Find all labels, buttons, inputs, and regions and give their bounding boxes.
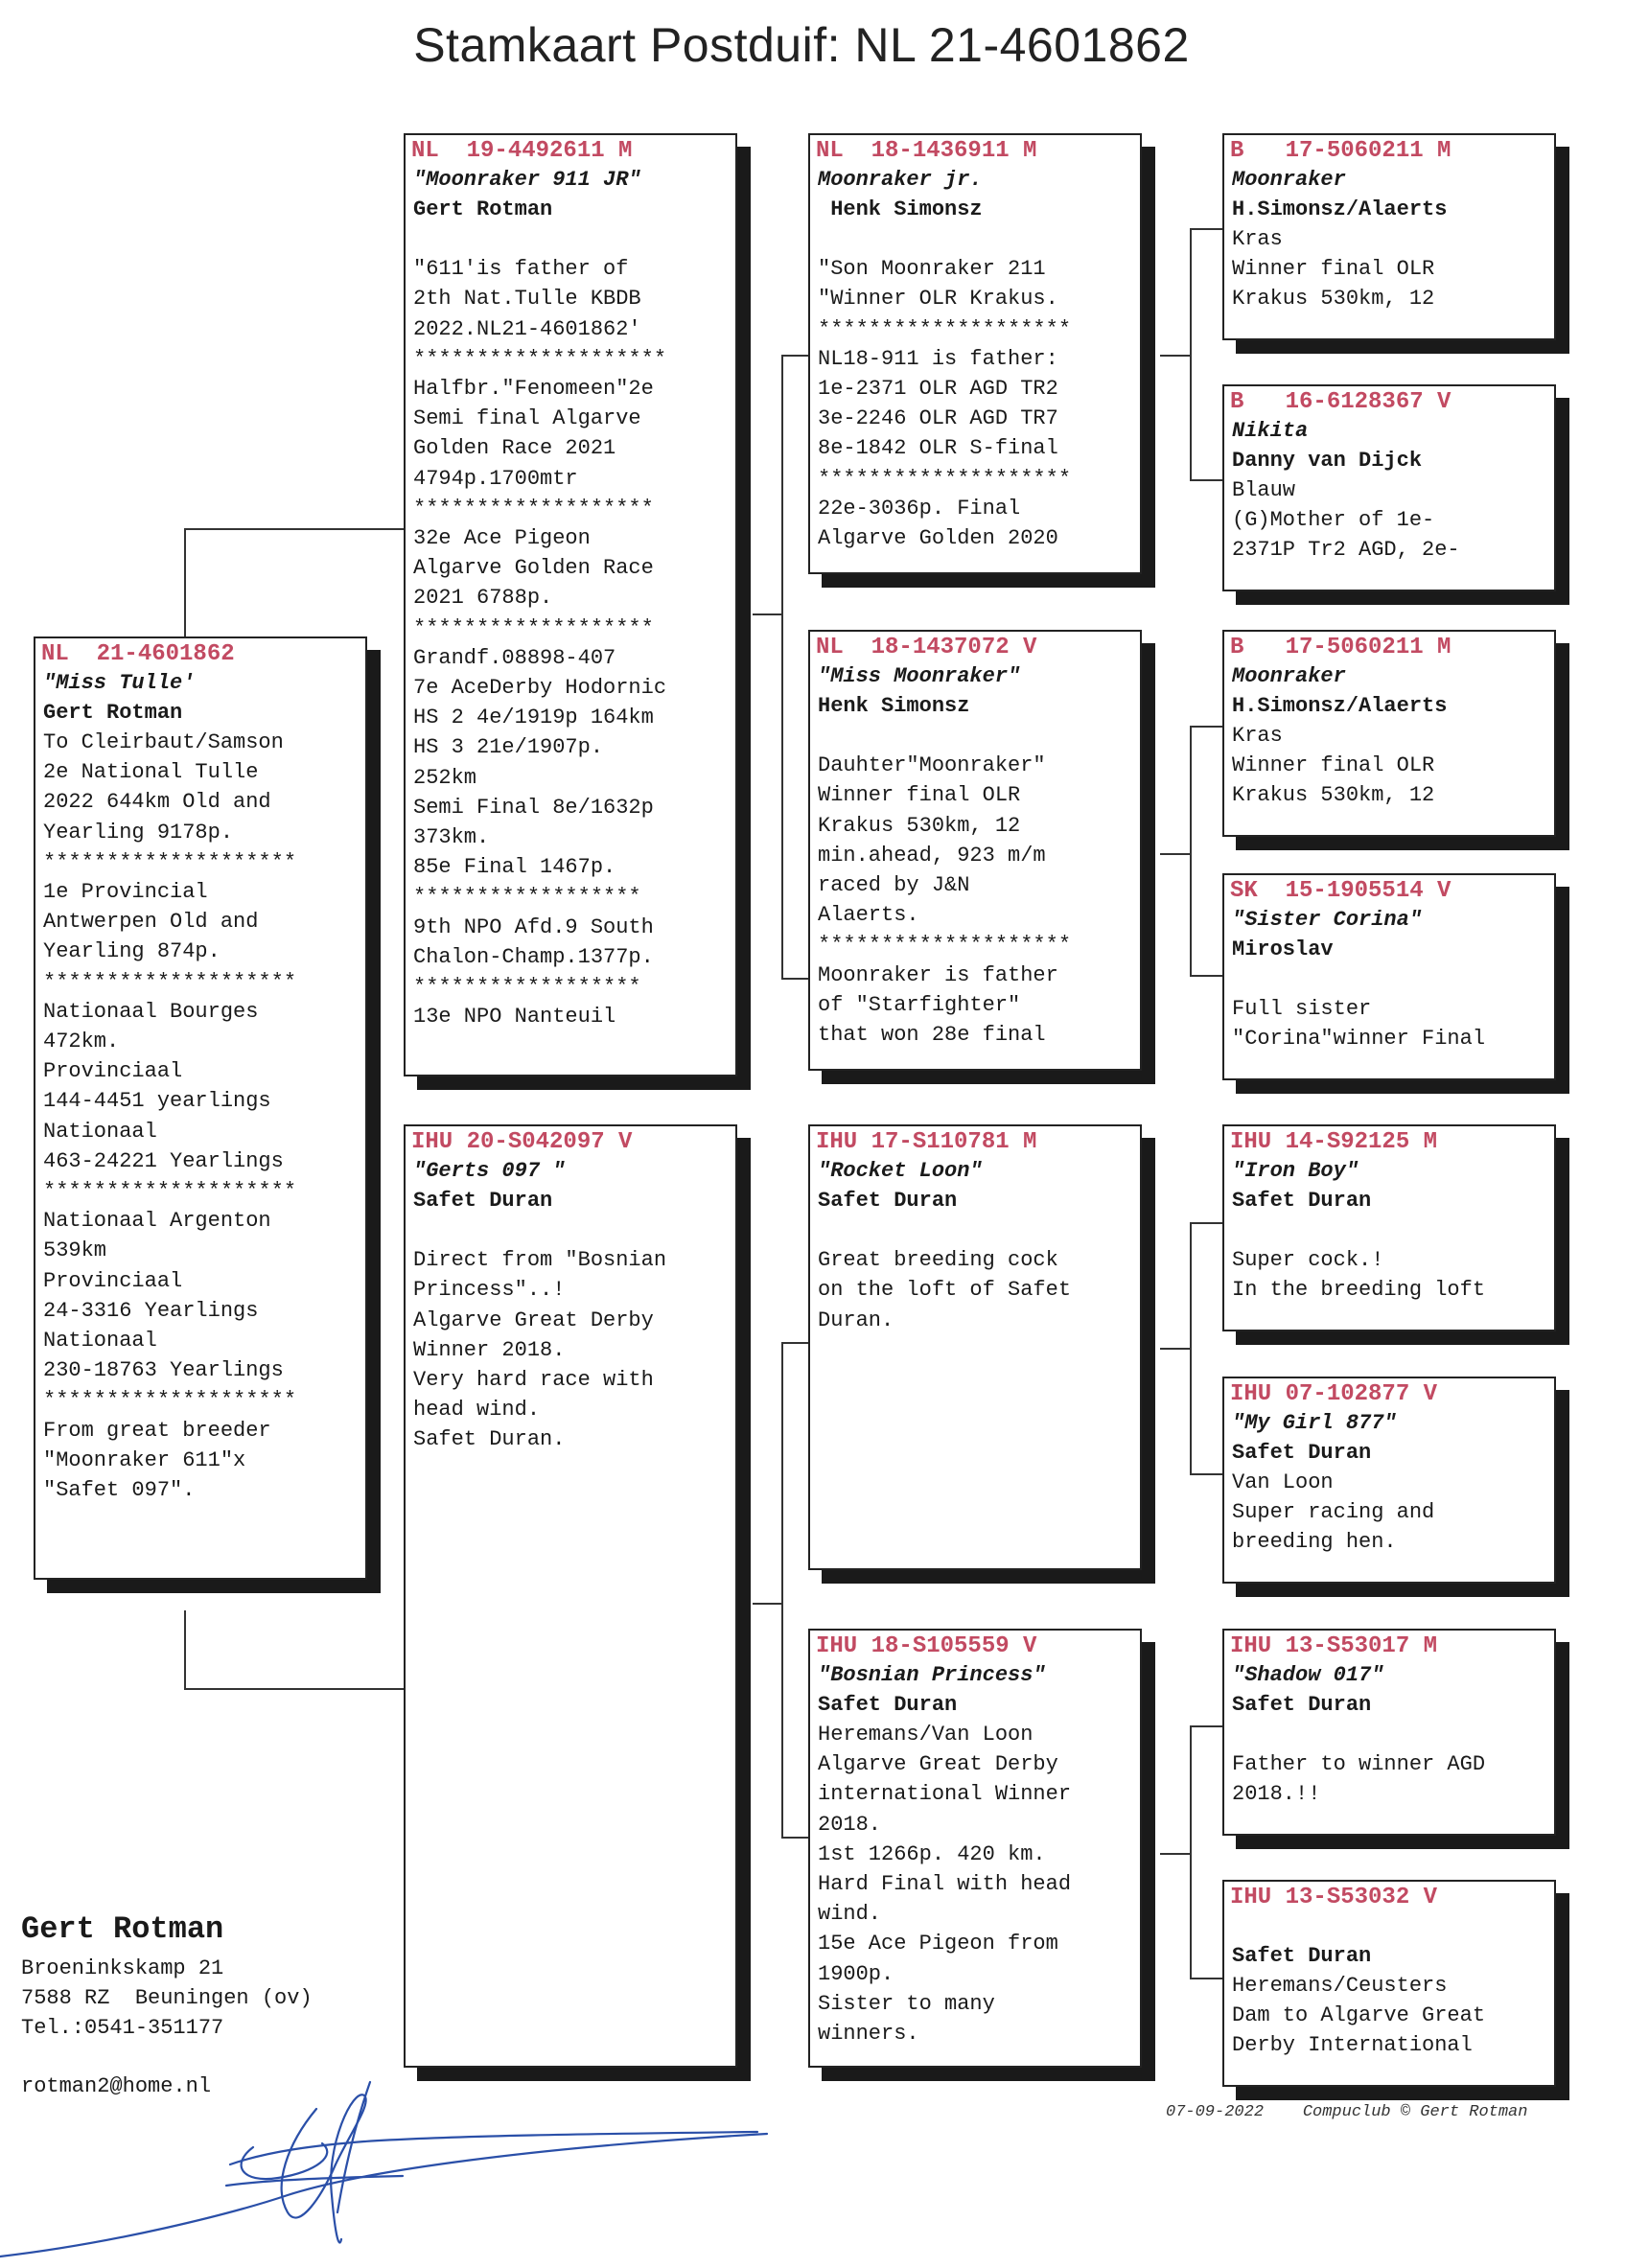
pedigree-notes — [1232, 1720, 1546, 1810]
pigeon-name: "Rocket Loon" — [818, 1159, 983, 1183]
pedigree-notes — [1232, 1215, 1546, 1306]
note-line: head wind. — [413, 1398, 541, 1423]
owner-city: 7588 RZ Beuningen (ov) — [21, 1986, 313, 2010]
pigeon-name: "Bosnian Princess" — [818, 1663, 1046, 1687]
pigeon-name — [1232, 1911, 1546, 1941]
note-line: 1e Provincial — [43, 880, 208, 905]
note-line: 32e Ace Pigeon — [413, 526, 591, 551]
note-line: Very hard race with — [413, 1368, 654, 1393]
note-line: "Corina"winner Final — [1232, 1027, 1486, 1052]
note-line: Direct from "Bosnian — [413, 1248, 667, 1273]
note-line: To Cleirbaut/Samson — [43, 730, 284, 754]
note-line: 2022 644km Old and — [43, 790, 271, 815]
note-line: Great breeding cock — [818, 1248, 1058, 1273]
note-line: Heremans/Van Loon — [818, 1723, 1034, 1747]
note-line — [818, 224, 1132, 254]
ring-number: IHU 17-S110781 M — [816, 1129, 1037, 1155]
breeder-name: Henk Simonsz — [818, 197, 983, 221]
note-line: Sister to many — [818, 1991, 995, 2016]
note-line: raced by J&N — [818, 873, 970, 898]
note-line: 1e-2371 OLR AGD TR2 — [818, 377, 1058, 402]
pedigree-notes — [1232, 224, 1546, 314]
note-line: Provinciaal — [43, 1059, 183, 1084]
note-line: 13e NPO Nanteuil — [413, 1005, 616, 1030]
pedigree-notes — [818, 721, 1132, 1050]
note-line: "Son Moonraker 211 — [818, 257, 1046, 282]
note-line: Winner final OLR — [1232, 753, 1435, 778]
note-line: 1900p. — [818, 1961, 894, 1986]
note-line: Princess"..! — [413, 1278, 566, 1303]
note-line: 1st 1266p. 420 km. — [818, 1841, 1046, 1866]
note-line: Nationaal — [43, 1119, 157, 1144]
note-line — [818, 721, 1132, 751]
owner-phone: Tel.:0541-351177 — [21, 2016, 224, 2040]
note-line: breeding hen. — [1232, 1530, 1397, 1555]
pedigree-notes — [1232, 964, 1546, 1054]
ring-number: IHU 13-S53032 V — [1230, 1885, 1438, 1910]
pigeon-name: "Miss Moonraker" — [818, 664, 1021, 688]
note-line: NL18-911 is father: — [818, 346, 1058, 371]
note-line: Krakus 530km, 12 — [1232, 783, 1435, 808]
page-title: Stamkaart Postduif: NL 21-4601862 — [413, 18, 1190, 72]
note-line: Kras — [1232, 724, 1283, 748]
ring-number: B 17-5060211 M — [1230, 635, 1452, 660]
pigeon-name: "Iron Boy" — [1232, 1159, 1359, 1183]
note-line: 85e Final 1467p. — [413, 855, 616, 880]
ring-number: NL 18-1436911 M — [816, 138, 1037, 164]
pigeon-name: Nikita — [1232, 419, 1309, 443]
signature-icon — [0, 2051, 786, 2268]
print-info: 07-09-2022 Compuclub © Gert Rotman — [1166, 2103, 1528, 2121]
ring-number: IHU 07-102877 V — [1230, 1381, 1438, 1407]
note-line: Algarve Golden 2020 — [818, 526, 1058, 551]
note-line: "Winner OLR Krakus. — [818, 287, 1058, 312]
breeder-name: H.Simonsz/Alaerts — [1232, 197, 1448, 221]
ring-number: IHU 20-S042097 V — [411, 1129, 633, 1155]
note-line: min.ahead, 923 m/m — [818, 843, 1046, 868]
breeder-name: Henk Simonsz — [818, 694, 970, 718]
note-line: Krakus 530km, 12 — [818, 813, 1021, 838]
note-line: Nationaal — [43, 1329, 157, 1354]
note-line: 9th NPO Afd.9 South — [413, 914, 654, 939]
note-line: ******************** — [43, 1388, 297, 1413]
pedigree-notes — [1232, 721, 1546, 811]
note-line: In the breeding loft — [1232, 1278, 1486, 1303]
note-line: Derby International — [1232, 2033, 1473, 2058]
note-line: Super cock.! — [1232, 1248, 1384, 1273]
note-line — [818, 1215, 1132, 1245]
breeder-name: Safet Duran — [818, 1189, 958, 1213]
note-line: 373km. — [413, 825, 490, 850]
note-line: Kras — [1232, 227, 1283, 251]
breeder-name: H.Simonsz/Alaerts — [1232, 694, 1448, 718]
note-line: that won 28e final — [818, 1023, 1046, 1048]
note-line: Chalon-Champ.1377p. — [413, 944, 654, 969]
note-line: 252km — [413, 765, 477, 790]
breeder-name: Miroslav — [1232, 937, 1334, 961]
note-line: 230-18763 Yearlings — [43, 1358, 284, 1383]
note-line: Golden Race 2021 — [413, 436, 616, 461]
note-line: 539km — [43, 1238, 107, 1263]
pigeon-card-sss — [1222, 133, 1556, 340]
note-line: on the loft of Safet — [818, 1278, 1072, 1303]
breeder-name: Safet Duran — [1232, 1189, 1372, 1213]
pigeon-name: "Moonraker 911 JR" — [413, 168, 641, 192]
pedigree-notes — [818, 1215, 1132, 1335]
note-line: ******************** — [413, 346, 667, 371]
note-line: 463-24221 Yearlings — [43, 1148, 284, 1173]
note-line: Yearling 9178p. — [43, 820, 234, 845]
pigeon-name: Moonraker — [1232, 664, 1346, 688]
note-line: Algarve Great Derby — [818, 1752, 1058, 1777]
breeder-name: Gert Rotman — [43, 701, 183, 725]
breeder-name: Gert Rotman — [413, 197, 553, 221]
note-line: 472km. — [43, 1030, 120, 1054]
pigeon-name: Moonraker — [1232, 168, 1346, 192]
pedigree-notes — [818, 1720, 1132, 2048]
note-line: ******************* — [413, 496, 654, 521]
note-line: Winner final OLR — [1232, 257, 1435, 282]
pigeon-card-dam-dam — [808, 1629, 1142, 2068]
note-line: (G)Mother of 1e- — [1232, 508, 1435, 533]
pigeon-name: "My Girl 877" — [1232, 1411, 1397, 1435]
note-line: 2021 6788p. — [413, 586, 553, 611]
ring-number: IHU 18-S105559 V — [816, 1633, 1037, 1659]
pigeon-name: "Shadow 017" — [1232, 1663, 1384, 1687]
breeder-name: Safet Duran — [413, 1189, 553, 1213]
note-line: Dam to Algarve Great — [1232, 2003, 1486, 2028]
note-line: Halfbr."Fenomeen"2e — [413, 377, 654, 402]
note-line: Heremans/Ceusters — [1232, 1974, 1448, 1998]
note-line — [413, 1215, 728, 1245]
note-line: 2th Nat.Tulle KBDB — [413, 287, 641, 312]
note-line: HS 2 4e/1919p 164km — [413, 706, 654, 730]
pigeon-card-dam — [404, 1124, 737, 2068]
note-line: Grandf.08898-407 — [413, 645, 616, 670]
note-line: Blauw — [1232, 478, 1296, 502]
note-line: Van Loon — [1232, 1470, 1334, 1494]
pigeon-card-subject — [34, 636, 367, 1580]
pigeon-card-ddd — [1222, 1880, 1556, 2087]
note-line — [1232, 1215, 1546, 1245]
note-line: 22e-3036p. Final — [818, 496, 1021, 521]
note-line: ****************** — [413, 885, 641, 910]
note-line: Provinciaal — [43, 1268, 183, 1293]
note-line: Krakus 530km, 12 — [1232, 287, 1435, 312]
ring-number: NL 21-4601862 — [41, 641, 235, 667]
pigeon-name: "Gerts 097 " — [413, 1159, 566, 1183]
note-line: 3e-2246 OLR AGD TR7 — [818, 406, 1058, 431]
note-line: Full sister — [1232, 997, 1372, 1022]
breeder-name: Safet Duran — [1232, 1944, 1372, 1968]
pigeon-name: "Sister Corina" — [1232, 908, 1423, 932]
pigeon-card-sire-dam — [808, 630, 1142, 1071]
note-line: ******************** — [818, 316, 1072, 341]
note-line: 4794p.1700mtr — [413, 466, 578, 491]
owner-name: Gert Rotman — [21, 1911, 224, 1947]
note-line: 7e AceDerby Hodornic — [413, 676, 667, 701]
note-line: 2022.NL21-4601862' — [413, 316, 641, 341]
pigeon-card-sdd — [1222, 873, 1556, 1080]
pedigree-notes — [1232, 475, 1546, 566]
pigeon-card-dds — [1222, 1629, 1556, 1836]
ring-number: NL 18-1437072 V — [816, 635, 1037, 660]
note-line: 24-3316 Yearlings — [43, 1298, 259, 1323]
ring-number: IHU 14-S92125 M — [1230, 1129, 1438, 1155]
note-line: Nationaal Bourges — [43, 999, 259, 1024]
note-line: Dauhter"Moonraker" — [818, 753, 1046, 778]
note-line: 15e Ace Pigeon from — [818, 1932, 1058, 1956]
note-line: of "Starfighter" — [818, 992, 1021, 1017]
note-line: Semi final Algarve — [413, 406, 641, 431]
ring-number: SK 15-1905514 V — [1230, 878, 1452, 904]
note-line: Winner 2018. — [413, 1337, 566, 1362]
pedigree-notes — [413, 1215, 728, 1455]
note-line: "Moonraker 611"x — [43, 1447, 246, 1472]
note-line — [1232, 964, 1546, 994]
note-line: wind. — [818, 1902, 882, 1927]
pedigree-notes — [43, 728, 358, 1505]
note-line: "Safet 097". — [43, 1478, 196, 1503]
note-line: Nationaal Argenton — [43, 1209, 271, 1234]
note-line: 2018.!! — [1232, 1782, 1321, 1807]
pedigree-notes — [1232, 1971, 1546, 2061]
pigeon-card-dss — [1222, 1124, 1556, 1331]
note-line: 144-4451 yearlings — [43, 1089, 271, 1114]
note-line: winners. — [818, 2022, 919, 2047]
note-line: ******************** — [818, 466, 1072, 491]
breeder-name: Safet Duran — [1232, 1693, 1372, 1717]
note-line: international Winner — [818, 1782, 1072, 1807]
ring-number: NL 19-4492611 M — [411, 138, 633, 164]
note-line — [1232, 1720, 1546, 1749]
pigeon-card-sire — [404, 133, 737, 1076]
breeder-name: Danny van Dijck — [1232, 449, 1423, 473]
note-line: Yearling 874p. — [43, 939, 221, 964]
note-line: Super racing and — [1232, 1500, 1435, 1525]
note-line: ******************** — [43, 849, 297, 874]
note-line: Algarve Golden Race — [413, 556, 654, 581]
pigeon-card-sds — [1222, 630, 1556, 837]
note-line: Safet Duran. — [413, 1427, 566, 1452]
breeder-name: Safet Duran — [1232, 1441, 1372, 1465]
note-line: 2371P Tr2 AGD, 2e- — [1232, 538, 1460, 563]
note-line: 8e-1842 OLR S-final — [818, 436, 1058, 461]
note-line: ******************* — [413, 615, 654, 640]
ring-number: B 17-5060211 M — [1230, 138, 1452, 164]
note-line: Algarve Great Derby — [413, 1308, 654, 1332]
note-line: 2018. — [818, 1812, 882, 1837]
owner-street: Broeninkskamp 21 — [21, 1956, 224, 1980]
note-line: HS 3 21e/1907p. — [413, 735, 604, 760]
note-line: ******************** — [818, 933, 1072, 958]
note-line: Hard Final with head — [818, 1872, 1072, 1897]
note-line: Moonraker is father — [818, 962, 1058, 987]
pigeon-name: Moonraker jr. — [818, 168, 983, 192]
pedigree-notes — [818, 224, 1132, 553]
note-line: Alaerts. — [818, 903, 919, 928]
note-line: ****************** — [413, 975, 641, 1000]
note-line: Father to winner AGD — [1232, 1752, 1486, 1777]
pedigree-notes — [413, 224, 728, 1031]
pigeon-name: "Miss Tulle' — [43, 671, 196, 695]
pigeon-card-sire-sire — [808, 133, 1142, 574]
pigeon-card-dam-sire — [808, 1124, 1142, 1570]
pedigree-notes — [1232, 1468, 1546, 1558]
pigeon-card-ssd — [1222, 384, 1556, 591]
note-line: From great breeder — [43, 1418, 271, 1443]
pigeon-card-dsd — [1222, 1377, 1556, 1584]
note-line: Winner final OLR — [818, 783, 1021, 808]
note-line: 2e National Tulle — [43, 760, 259, 785]
note-line: ******************** — [43, 969, 297, 994]
note-line — [413, 224, 728, 254]
ring-number: B 16-6128367 V — [1230, 389, 1452, 415]
note-line: ******************** — [43, 1179, 297, 1204]
ring-number: IHU 13-S53017 M — [1230, 1633, 1438, 1659]
note-line: Duran. — [818, 1308, 894, 1332]
note-line: "611'is father of — [413, 257, 629, 282]
breeder-name: Safet Duran — [818, 1693, 958, 1717]
owner-email: rotman2@home.nl — [21, 2074, 212, 2098]
note-line: Semi Final 8e/1632p — [413, 795, 654, 820]
note-line: Antwerpen Old and — [43, 910, 259, 935]
